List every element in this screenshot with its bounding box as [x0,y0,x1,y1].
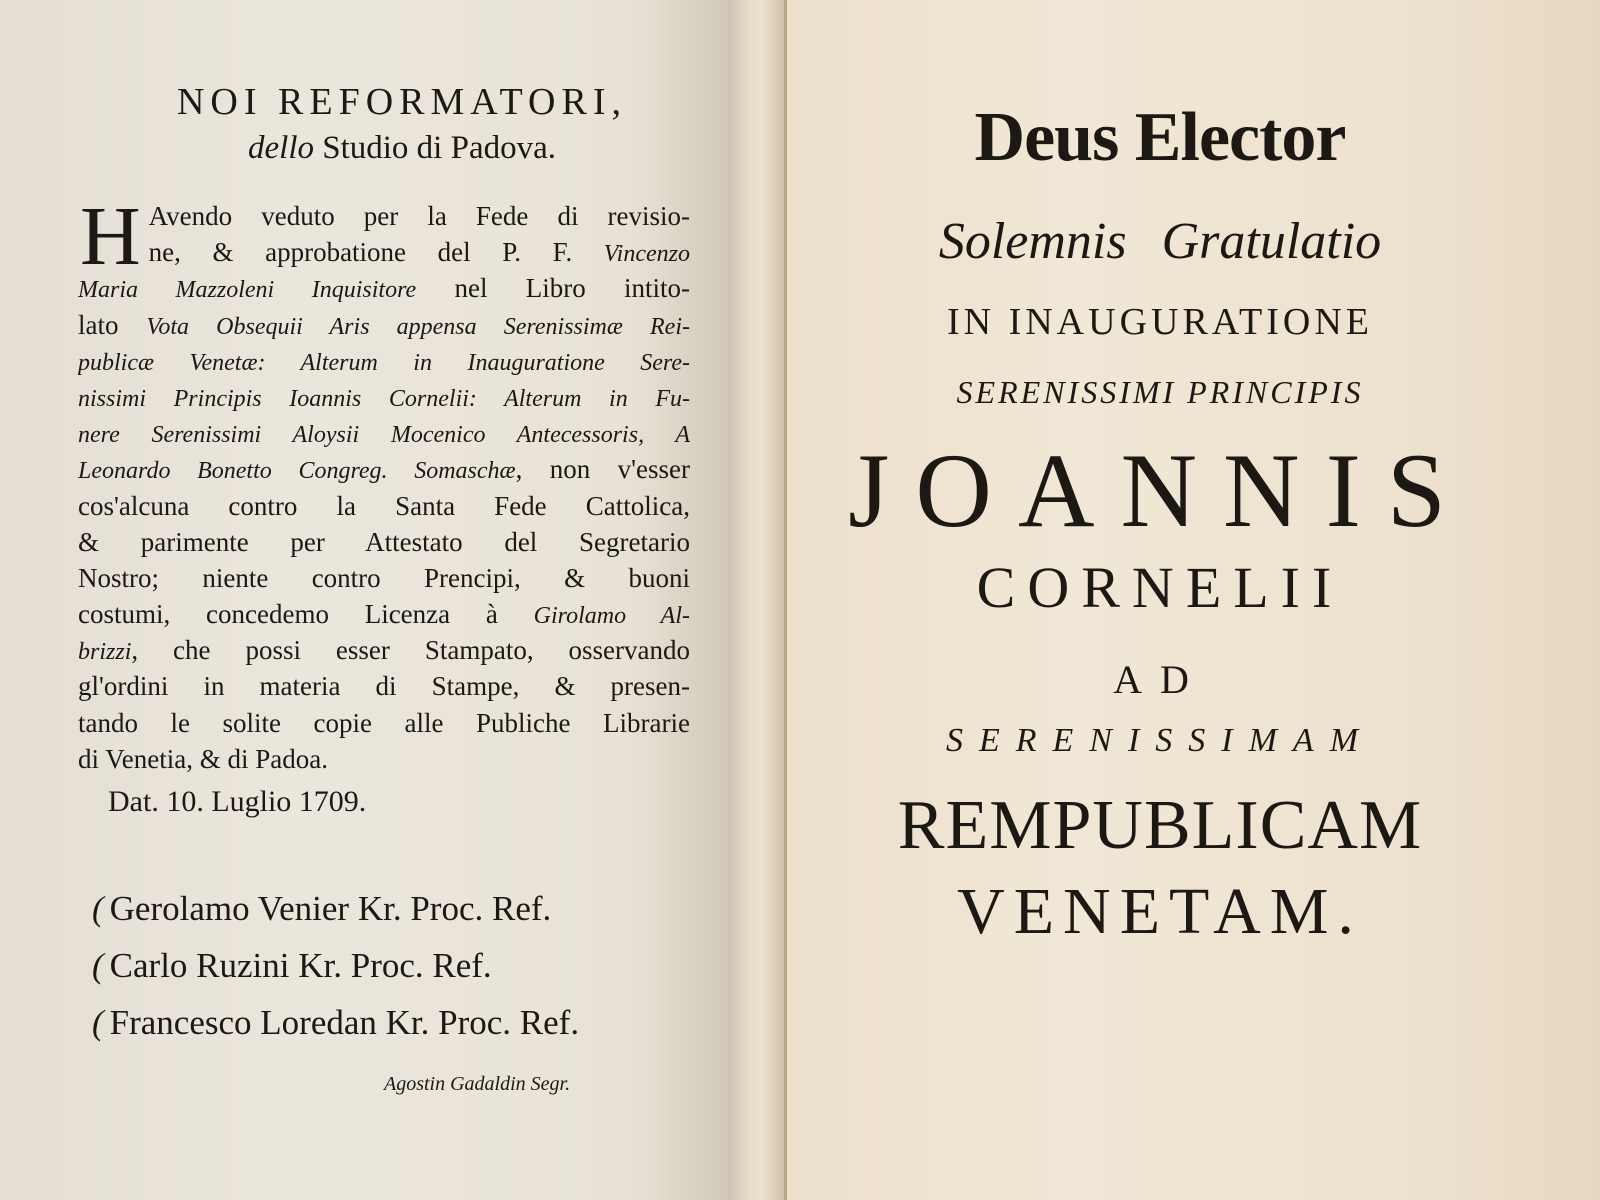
signatory-list [92,880,692,1051]
brace-mark: ( [92,889,104,928]
license-line [78,668,690,704]
text-segment: cos'alcuna contro la Santa Fede Cattolica, [78,490,690,521]
license-line [78,270,690,306]
text-segment: & parimente per Attestato del Segretario [78,526,690,557]
text-segment: Avendo veduto per la Fede di revisio- [148,201,690,231]
italic-segment: brizzi [78,639,132,666]
line-joannis: JOANNIS [848,432,1472,549]
title-deus-elector: Deus Elector [974,99,1346,176]
text-segment: , non v'esser [515,454,690,485]
signatory-name: Francesco Loredan Kr. Proc. Ref. [109,1003,580,1042]
signatory-name: Gerolamo Venier Kr. Proc. Ref. [109,889,552,928]
license-lines [78,190,690,777]
signatory [92,994,692,1051]
subtitle-gratulatio: Solemnis Gratulatio [938,213,1382,270]
text-segment: lato [78,309,147,340]
secretary-signature: Agostin Gadaldin Segr. [384,1073,571,1095]
brace-mark: ( [92,1003,104,1042]
subheading-italic: dello [248,130,314,166]
license-line [78,524,690,560]
line-rempublicam: REMPUBLICAM [897,787,1423,864]
license-line [78,343,690,379]
date-line: Dat. 10. Luglio 1709. [108,785,367,818]
italic-segment: publicæ Venetæ: Alterum in Inauguratione Sere- [78,349,690,376]
line-ad: AD [1113,657,1207,702]
license-line [78,451,690,487]
license-line [78,705,690,741]
text-segment: nel Libro intito- [416,273,690,304]
line-cornelii: CORNELII [976,555,1344,620]
left-page [0,0,740,1200]
license-line [78,307,690,343]
signatory [92,880,692,937]
signatory-name: Carlo Ruzini Kr. Proc. Ref. [109,946,492,985]
italic-segment: Vota Obsequii Aris appensa Serenissimæ Rei- [146,313,690,340]
subheading-rest: Studio di Padova. [322,130,556,166]
left-page-subheading [112,130,692,167]
italic-segment: nere Serenissimi Aloysii Mocenico Antecessoris, A [78,422,690,449]
signatory [92,937,692,994]
text-segment: , che possi esser Stampato, osservando [131,635,690,666]
text-segment: di Venetia, & di Padoa. [78,743,328,774]
license-line [149,234,690,270]
license-line [78,632,690,668]
book-gutter [728,0,790,1200]
license-line [78,560,690,596]
left-page-heading: NOI REFORMATORI, [176,81,627,123]
text-segment: ne, & approbatione del P. F. [148,237,604,268]
text-segment: tando le solite copie alle Publiche Librarie [78,707,690,738]
text-segment: costumi, concedemo Licenza à [78,599,534,630]
italic-segment: Leonardo Bonetto Congreg. Somaschæ [78,458,516,485]
italic-segment: nissimi Principis Ioannis Cornelii: Alterum in Fu- [78,385,690,412]
italic-segment: Maria Mazzoleni Inquisitore [78,277,417,304]
license-text [78,190,690,777]
line-venetam: VENETAM. [957,875,1363,948]
italic-segment: Girolamo Al- [533,603,690,630]
license-line [149,198,690,234]
license-line [78,379,690,415]
text-segment: Nostro; niente contro Prencipi, & buoni [78,562,690,593]
license-line [78,488,690,524]
license-line [78,596,690,632]
italic-segment: Vincenzo [603,241,690,268]
line-in-inauguratione: IN INAUGURATIONE [946,301,1373,343]
line-serenissimi-principis: SERENISSIMI PRINCIPIS [956,374,1364,410]
drop-capital: H [80,190,141,283]
license-line [78,415,690,451]
line-serenissimam: SERENISSIMAM [945,722,1375,759]
text-segment: gl'ordini in materia di Stampe, & presen- [78,671,690,702]
brace-mark: ( [92,946,104,985]
license-line [78,741,690,777]
